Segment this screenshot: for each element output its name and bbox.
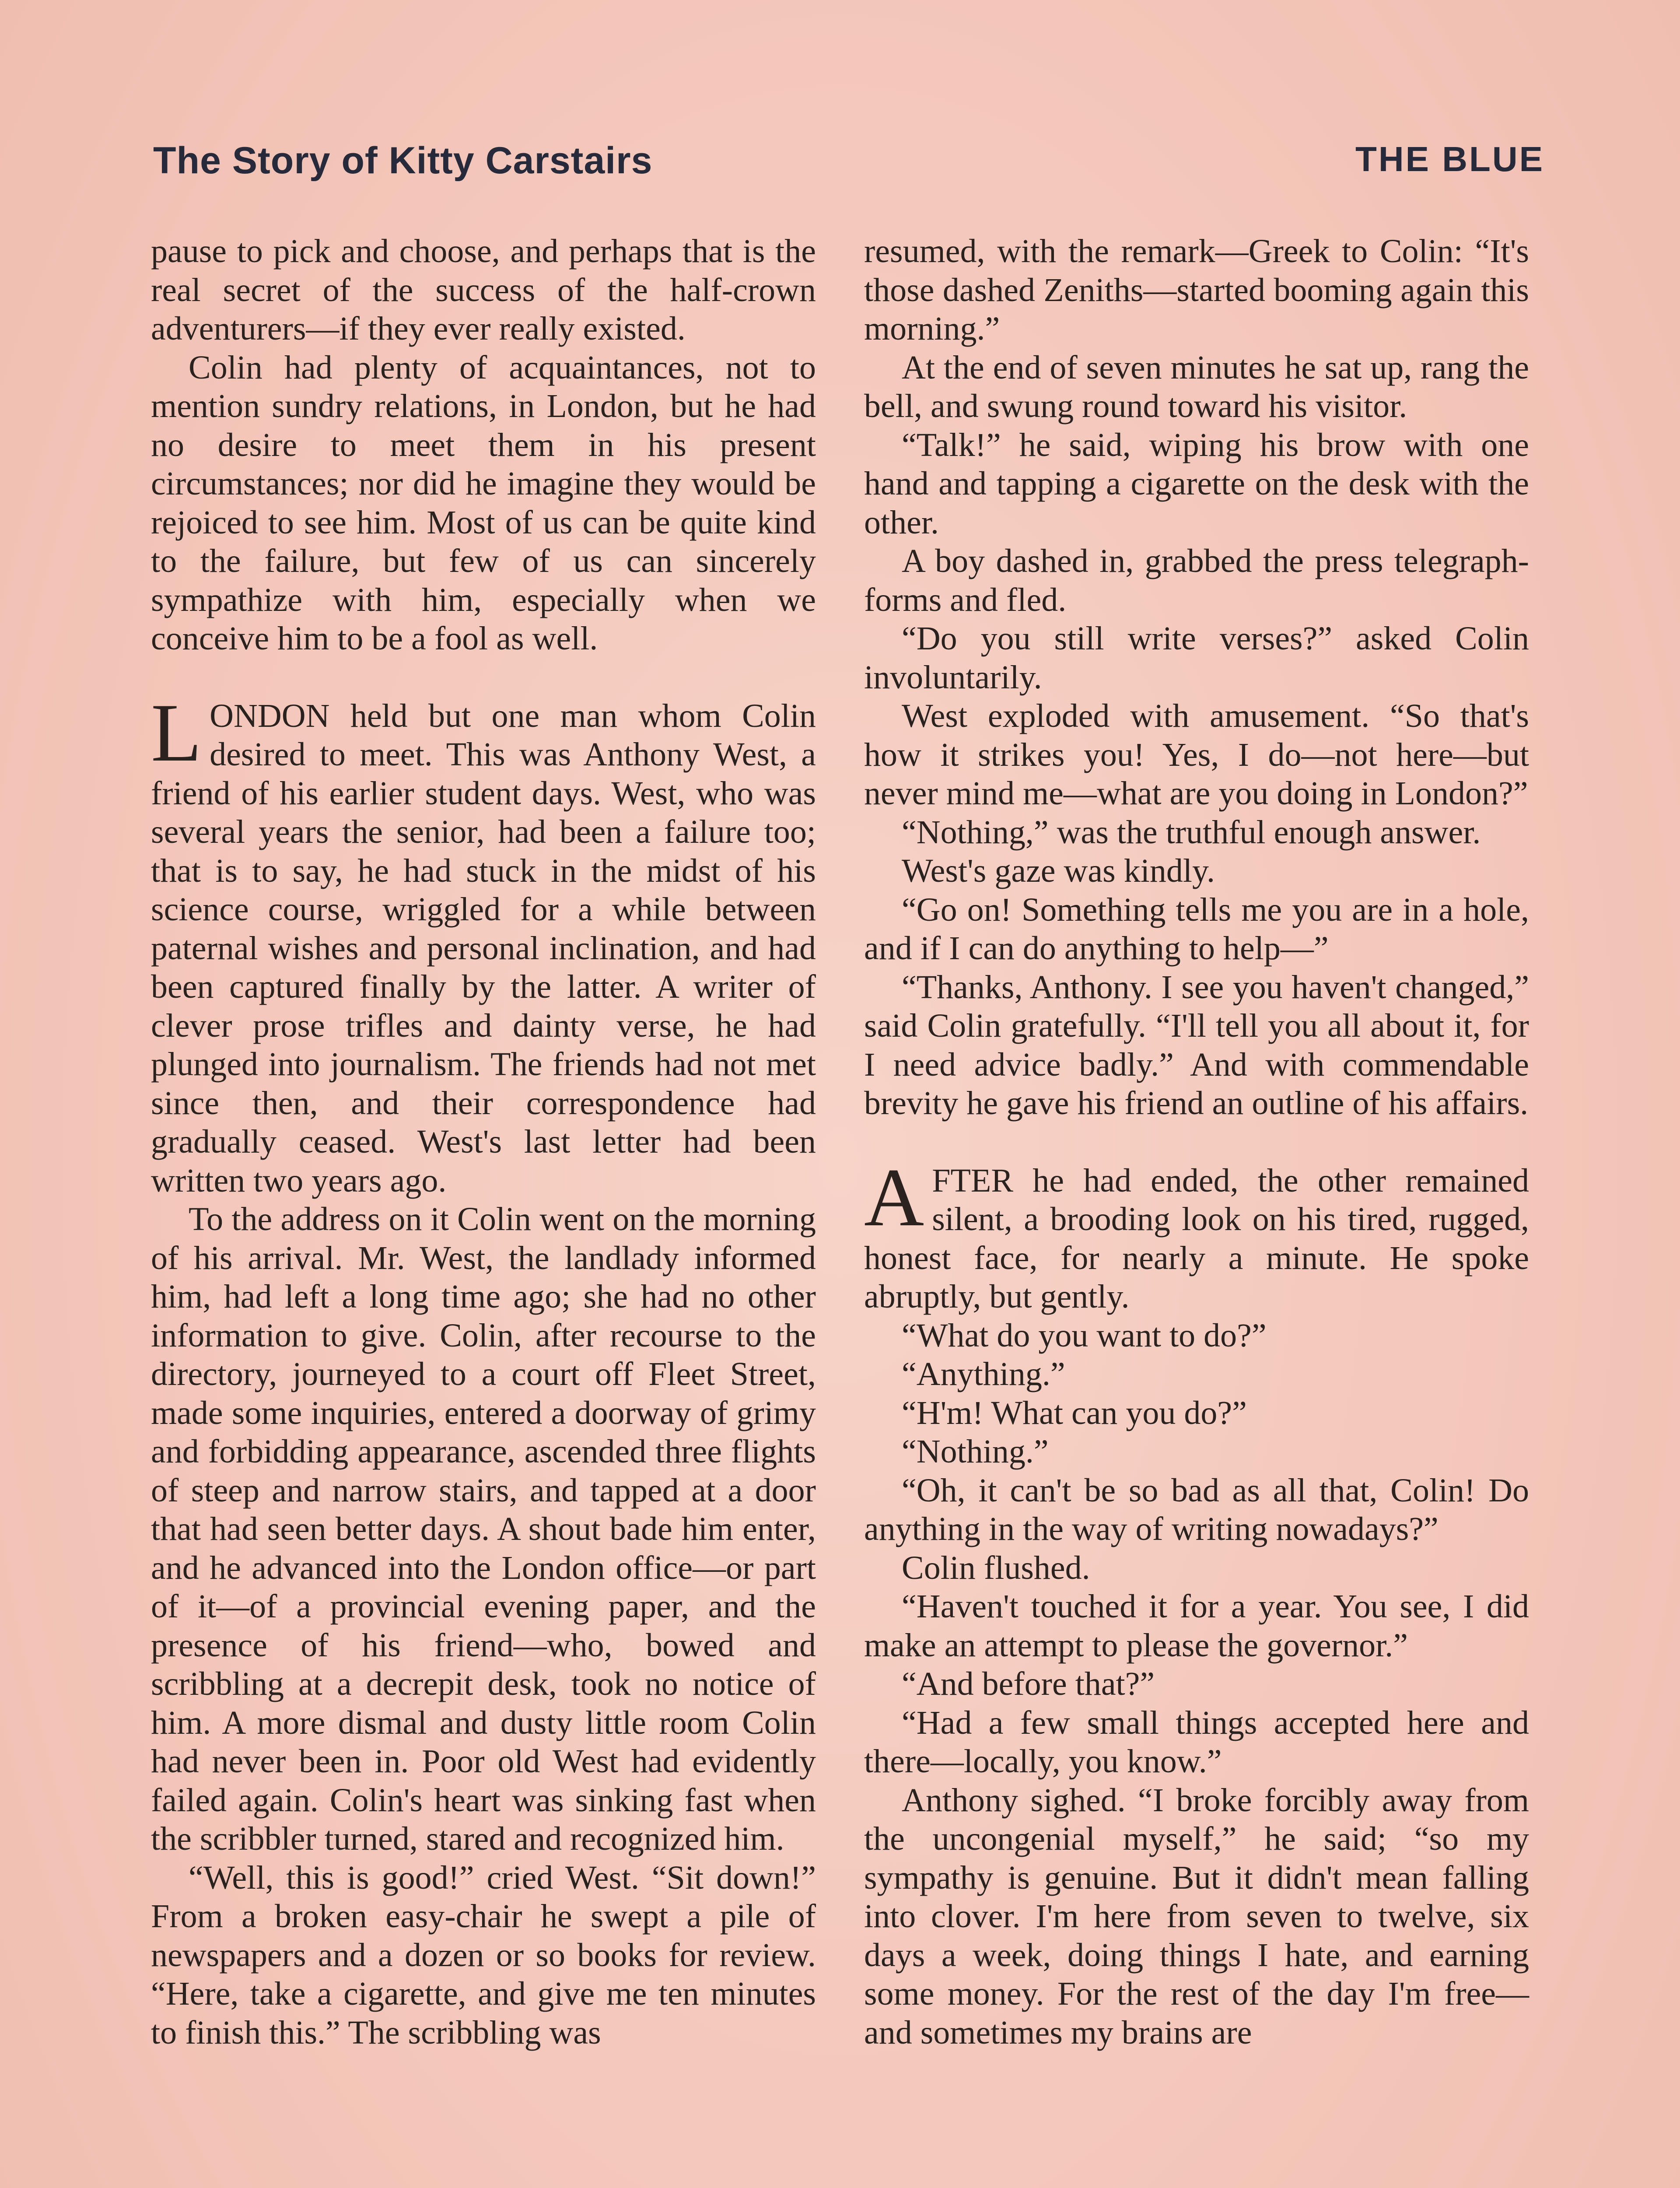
paragraph: “What do you want to do?” <box>902 1317 1267 1354</box>
drop-cap: L <box>151 687 202 779</box>
paragraph: “Anything.” <box>902 1356 1065 1392</box>
paragraph: “Thanks, Anthony. I see you haven't changed,” said Colin gratefully. “I'll tell you all about it, for I need advice badly.” And with commendable brevity he gave his friend an outline of his affairs. <box>864 968 1529 1122</box>
paragraph: To the address on it Colin went on the morning of his arrival. Mr. West, the landlady informed him, had left a long time ago; she had no other information to give. Colin, after recourse to the directory, journeyed to a court off Fleet Street, made some inquiries, entered a doorway of grimy and forbidding appearance, ascended three flights of steep and narrow stairs, and tapped at a door that had seen better days. A shout bade him enter, and he advanced into the London office—or part of it—of a provincial evening paper, and the presence of his friend—who, bowed and scribbling at a decrepit desk, took no notice of him. A more dismal and dusty little room Colin had never been in. Poor old West had evidently failed again. Colin's heart was sinking fast when the scribbler turned, stared and recognized him. <box>151 1201 816 1857</box>
running-header <box>153 139 1544 192</box>
paragraph: “Go on! Something tells me you are in a hole, and if I can do anything to help—” <box>864 891 1529 967</box>
paragraph: Anthony sighed. “I broke forcibly away from the uncongenial myself,” he said; “so my sympathy is genuine. But it didn't mean falling into clover. I'm here from seven to twelve, six days a week, doing things I hate, and earning some money. For the rest of the day I'm free—and sometimes my brains are <box>864 1781 1529 2051</box>
right-column <box>864 232 1529 2052</box>
paragraph: resumed, with the remark—Greek to Colin: “It's those dashed Zeniths—started booming again this morning.” <box>864 233 1529 347</box>
paragraph: At the end of seven minutes he sat up, rang the bell, and swung round toward his visitor. <box>864 349 1529 424</box>
paragraph <box>151 687 816 1200</box>
drop-cap: A <box>864 1151 924 1244</box>
story-title: The Story of Kitty Carstairs <box>153 140 653 182</box>
paragraph-text: FTER he had ended, the other remained silent, a brooding look on his tired, rugged, honest face, for nearly a minute. He spoke abruptly, but gently. <box>864 1162 1529 1315</box>
paragraph: West exploded with amusement. “So that's how it strikes you! Yes, I do—not here—but never mind me—what are you doing in London?” <box>864 698 1529 812</box>
paragraph: “Oh, it can't be so bad as all that, Colin! Do anything in the way of writing nowadays?” <box>864 1472 1529 1547</box>
magazine-name: THE BLUE <box>1355 140 1544 179</box>
paragraph: “And before that?” <box>902 1666 1155 1702</box>
paragraph: “Nothing,” was the truthful enough answer. <box>902 813 1481 851</box>
paragraph: “H'm! What can you do?” <box>902 1394 1247 1431</box>
paragraph: “Haven't touched it for a year. You see, I did make an attempt to please the governor.” <box>864 1588 1529 1664</box>
paragraph <box>864 1151 1529 1316</box>
paragraph: “Nothing.” <box>902 1433 1049 1470</box>
paragraph: “Had a few small things accepted here and there—locally, you know.” <box>864 1704 1529 1780</box>
left-column <box>151 232 816 2052</box>
paragraph: “Well, this is good!” cried West. “Sit down!” From a broken easy-chair he swept a pile of newspapers and a dozen or so books for review. “Here, take a cigarette, and give me ten minutes to finish this.” The scribbling was <box>151 1859 816 2051</box>
paragraph: “Talk!” he said, wiping his brow with one hand and tapping a cigarette on the desk with the other. <box>864 426 1529 541</box>
paragraph: A boy dashed in, grabbed the press telegraph-forms and fled. <box>864 543 1529 618</box>
paragraph: pause to pick and choose, and perhaps that is the real secret of the success of the half-crown adventurers—if they ever really existed. <box>151 233 816 347</box>
paragraph: West's gaze was kindly. <box>902 852 1215 889</box>
paragraph-text: ONDON held but one man whom Colin desired to meet. This was Anthony West, a friend of his earlier student days. West, who was several years the senior, had been a failure too; that is to say, he had stuck in the midst of his science course, wriggled for a while between paternal wishes and personal inclination, and had been captured finally by the latter. A writer of clever prose trifles and dainty verse, he had plunged into journalism. The friends had not met since then, and their correspondence had gradually ceased. West's last letter had been written two years ago. <box>151 697 816 1199</box>
paragraph: Colin had plenty of acquaintances, not to mention sundry relations, in London, but he had no desire to meet them in his present circumstances; nor did he imagine they would be rejoiced to see him. Most of us can be quite kind to the failure, but few of us can sincerely sympathize with him, especially when we conceive him to be a fool as well. <box>151 349 816 657</box>
paragraph: Colin flushed. <box>902 1549 1090 1586</box>
paragraph: “Do you still write verses?” asked Colin involuntarily. <box>864 620 1529 696</box>
